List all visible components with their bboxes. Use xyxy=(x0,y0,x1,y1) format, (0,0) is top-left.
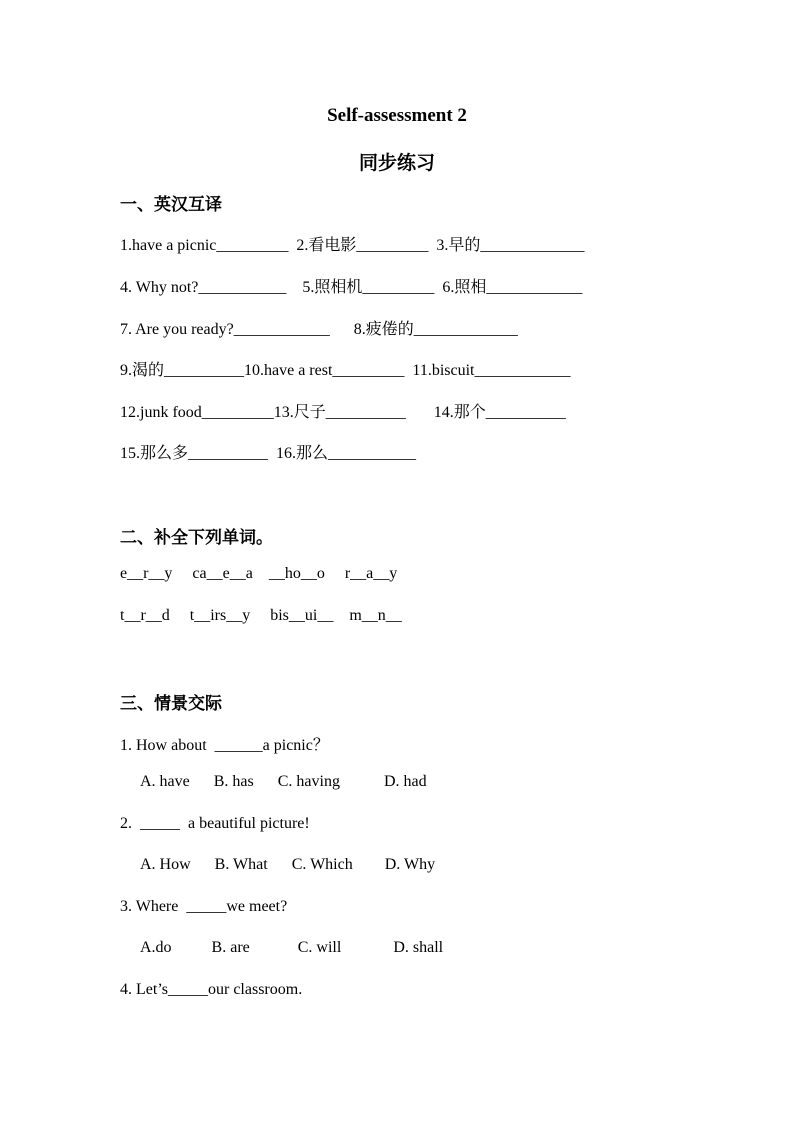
section3-heading: 三、情景交际 xyxy=(120,694,222,713)
question-stem: 4. Let’s_____our classroom. xyxy=(120,981,303,998)
page-title: Self-assessment 2 xyxy=(327,105,467,126)
question-stem: 3. Where _____we meet? xyxy=(120,898,288,915)
translation-line: 9.渴的__________10.have a rest_________ 11.biscuit____________ xyxy=(120,362,571,379)
translation-line: 1.have a picnic_________ 2.看电影_________ 3.早的_____________ xyxy=(120,237,585,254)
page-subtitle: 同步练习 xyxy=(358,153,435,174)
question-options: A. have B. has C. having D. had xyxy=(140,773,427,790)
section2-heading: 二、补全下列单词。 xyxy=(120,528,273,547)
word-completion-line: t__r__d t__irs__y bis__ui__ m__n__ xyxy=(120,607,402,624)
translation-line: 15.那么多__________ 16.那么___________ xyxy=(120,445,417,462)
translation-line: 4. Why not?___________ 5.照相机_________ 6.照相____________ xyxy=(120,279,583,296)
translation-line: 12.junk food_________13.尺子__________ 14.那个__________ xyxy=(120,404,566,421)
section1-heading: 一、英汉互译 xyxy=(120,195,222,214)
question-options: A. How B. What C. Which D. Why xyxy=(140,856,436,873)
question-stem: 1. How about ______a picnic？ xyxy=(120,737,329,754)
word-completion-line: e__r__y ca__e__a __ho__o r__a__y xyxy=(120,565,398,582)
question-stem: 2. _____ a beautiful picture! xyxy=(120,815,310,832)
translation-line: 7. Are you ready?____________ 8.疲倦的_____________ xyxy=(120,321,518,338)
question-options: A.do B. are C. will D. shall xyxy=(140,939,444,956)
